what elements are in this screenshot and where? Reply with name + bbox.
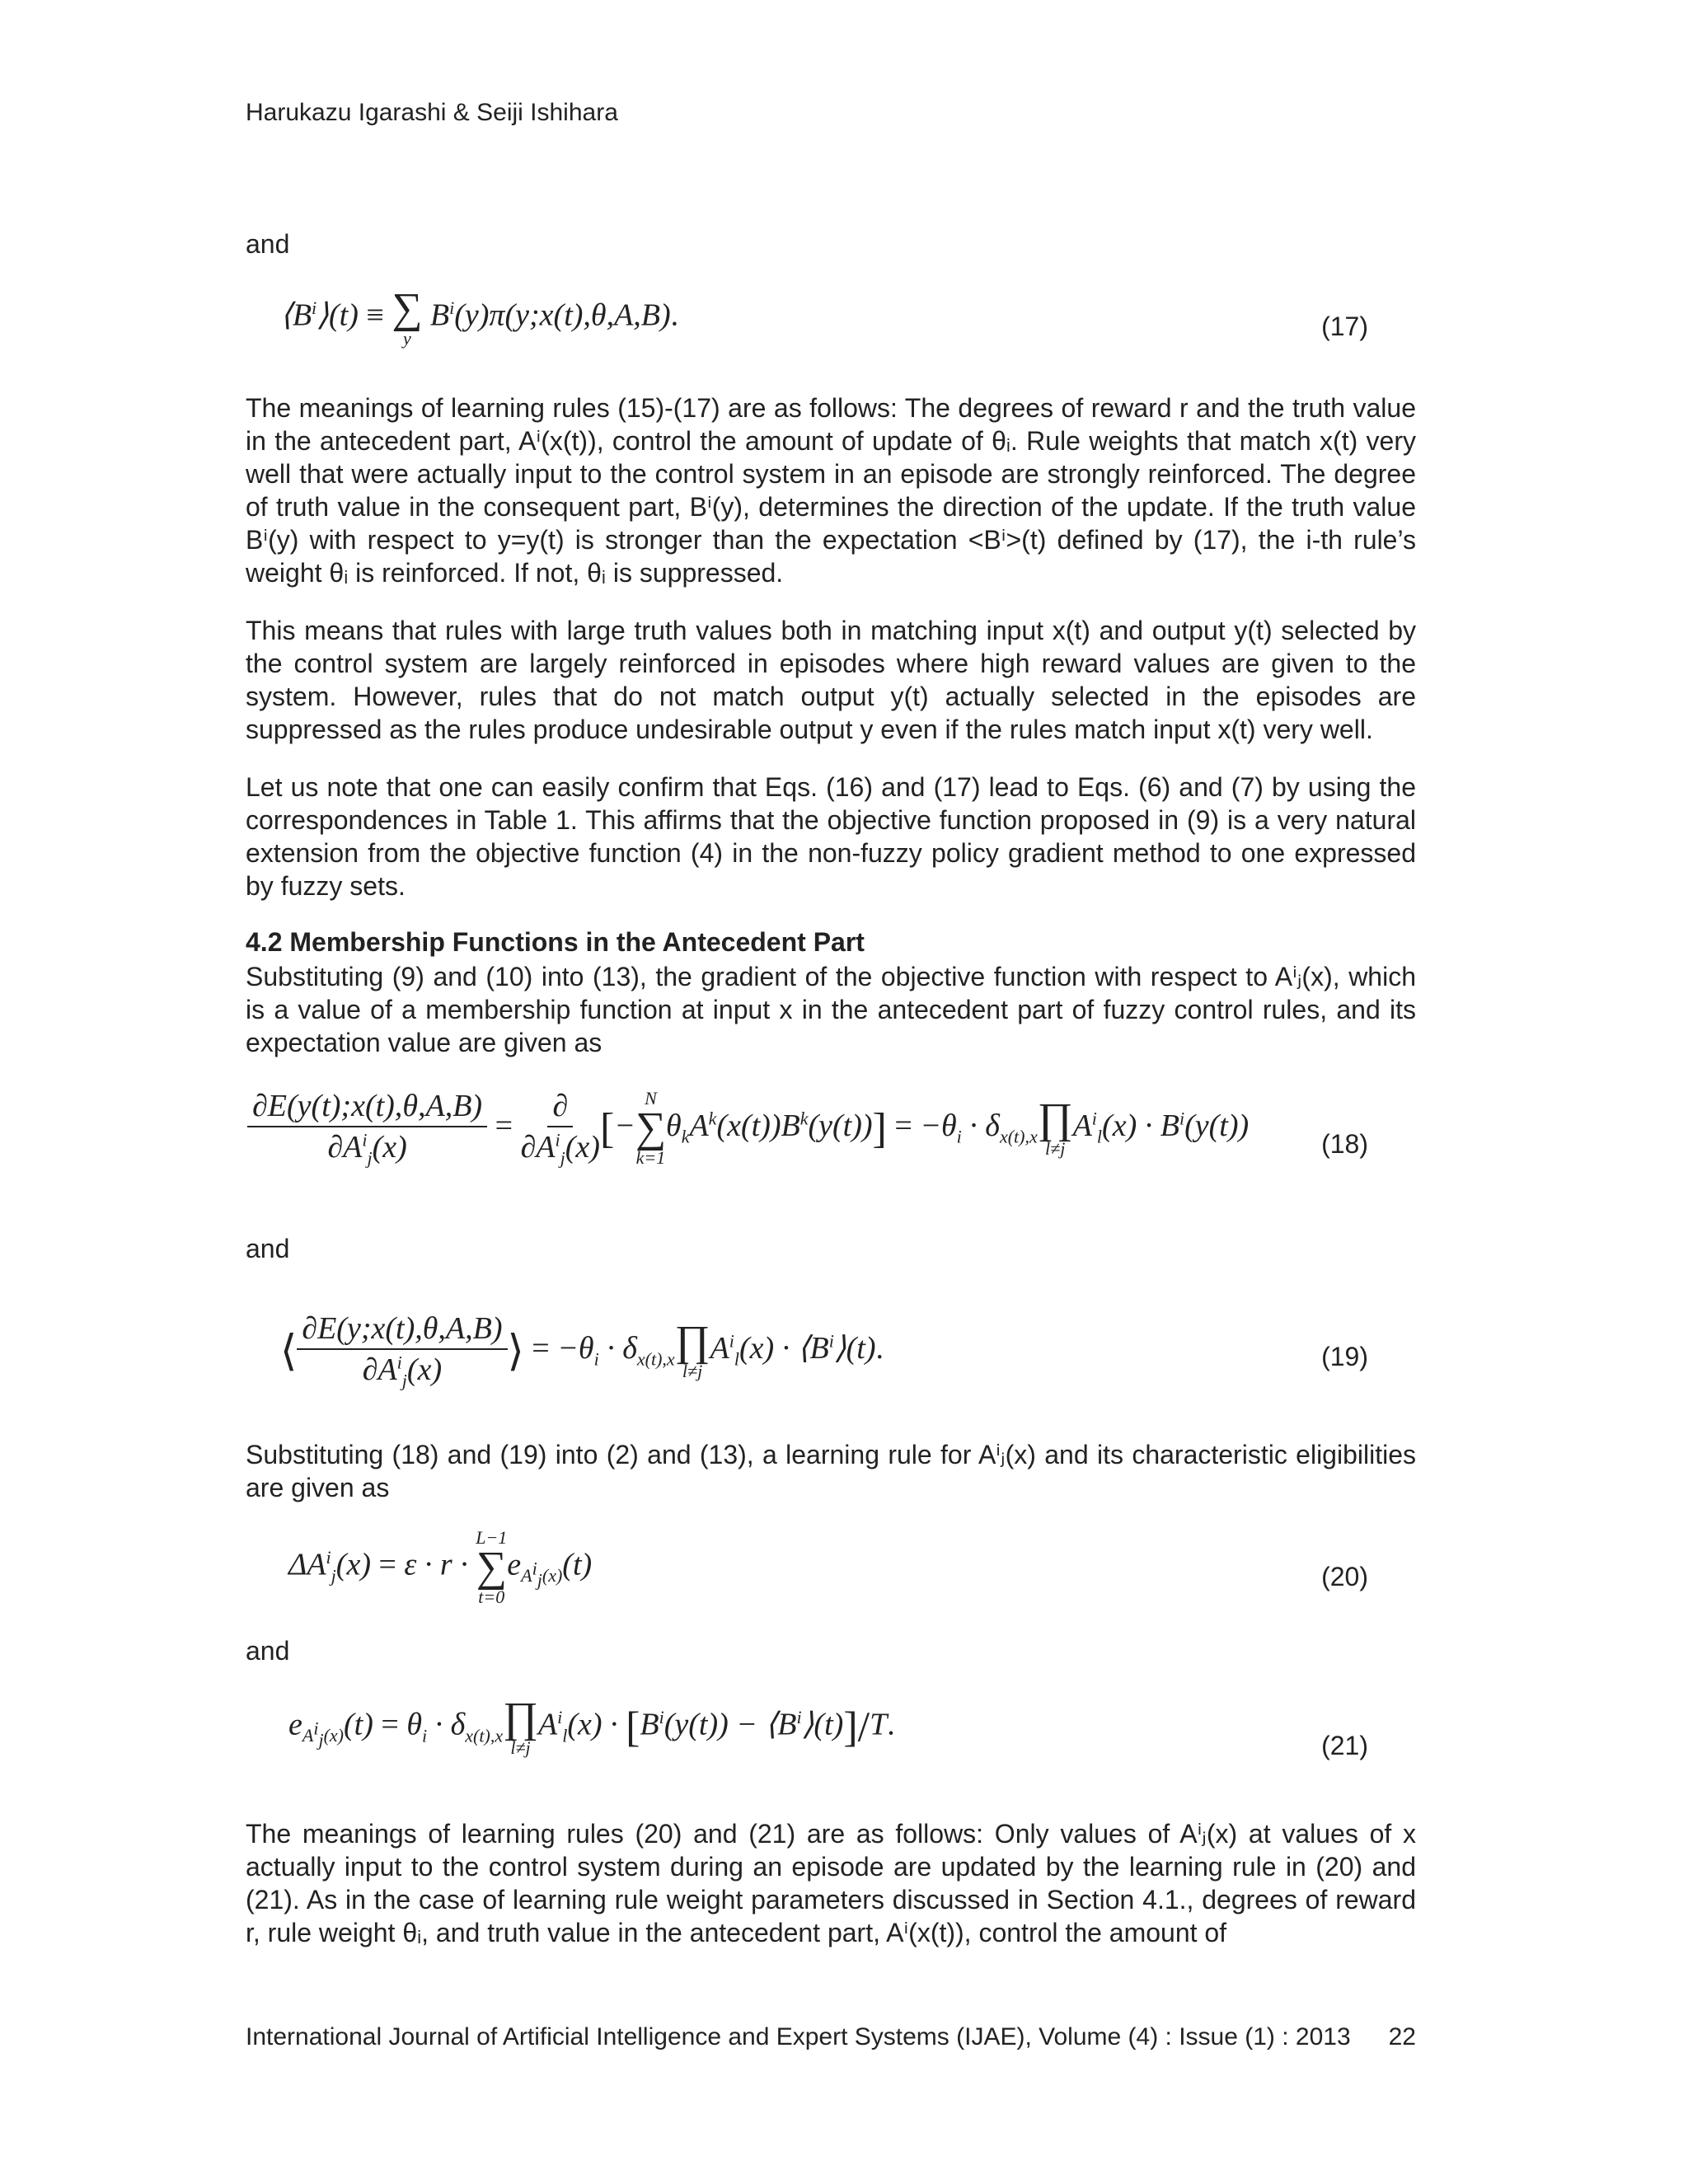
equation-17-body: $⟨B^i⟩(t)$ ≡ ∑ y $B^i(y)\pi(y;x(t),\theta,A,B)$. [280,285,679,349]
equation-20-body: $\Delta A^i_j(x) = \varepsilon \cdot r$ · L−1 ∑ t=0 $e_{A^i_j(x)}(t)$ [288,1527,593,1607]
equation-19 [247,1302,1418,1426]
equation-21 [247,1694,1418,1801]
footer-journal: International Journal of Artificial Intelligence and Expert Systems (IJAE), Volume (4) : Issue (1) : 2013 [246,2023,1351,2050]
text-and-1: and [246,229,290,259]
page-footer [246,2023,1416,2051]
equation-17 [247,280,1418,387]
equation-17-number: (17) [1321,312,1368,341]
equation-21-number: (21) [1321,1731,1368,1760]
paragraph-substituting-gradient: Substituting (9) and (10) into (13), the gradient of the objective function with respect to Aⁱⱼ(x), which is a value of a membership function at input x in the antecedent part of fuzzy control rules, and its expectation value are given as [246,962,1416,1057]
page-number: 22 [1388,2023,1416,2050]
paragraph-correspondences: Let us note that one can easily confirm that Eqs. (16) and (17) lead to Eqs. (6) and (7) by using the correspondences in Table 1. This affirms that the objective function proposed in (9) is a very natural extension from the objective function (4) in the non-fuzzy policy gradient method to one expressed by fuzzy sets. [246,772,1416,901]
running-header: Harukazu Igarashi & Seiji Ishihara [246,99,618,126]
equation-18 [247,1088,1418,1212]
equation-20-number: (20) [1321,1562,1368,1591]
section-heading-4-2: 4.2 Membership Functions in the Antecedent Part [246,927,865,957]
equation-19-body: ⟨ $\frac{\partial E(y;x(t),\theta,A,B)}{\partial A^i_j(x)}$ ⟩ = $-\theta_i \cdot \delta_{x(t),x}$ ∏ l≠j $A^i_l(x)$ · $⟨B^i⟩(t)$. [280,1311,884,1391]
equation-18-number: (18) [1321,1129,1368,1159]
text-and-3: and [246,1636,290,1666]
paragraph-learning-rule-for-A: Substituting (18) and (19) into (2) and (13), a learning rule for Aⁱⱼ(x) and its characteristic eligibilities are given as [246,1440,1416,1502]
paragraph-meanings-20-21: The meanings of learning rules (20) and (21) are as follows: Only values of Aⁱⱼ(x) at values of x actually input to the control system during an episode are updated by the learning rule in (20) and (21). As in the case of learning rule weight parameters discussed in Section 4.1., degrees of reward r, rule weight θᵢ, and truth value in the antecedent part, Aⁱ(x(t)), control the amount of [246,1819,1416,1947]
paragraph-learning-rules: The meanings of learning rules (15)-(17) are as follows: The degrees of reward r and the truth value in the antecedent part, Aⁱ(x(t)), control the amount of update of θᵢ. Rule weights that match x(t) very well that were actually input to the control system in an episode are strongly reinforced. The degree of truth value in the consequent part, Bⁱ(y), determines the direction of the update. If the truth value Bⁱ(y) with respect to y=y(t) is stronger than the expectation <Bⁱ>(t) defined by (17), the i-th rule’s weight θᵢ is reinforced. If not, θᵢ is suppressed. [246,393,1416,588]
equation-18-body: $\frac{\partial E(y(t);x(t),\theta,A,B)}{\partial A^i_j(x)}$ = $\frac{\partial}{\partial A^i_j(x)}$ [− N ∑ k=1 $\theta_kA^k(x(t))B^k(y(t))] = -\theta_i \cdot \delta_{x(t),x}$ ∏ l≠j $A^i_l(x) \cdot B^i(y(t))$ [247,1088,1249,1169]
equation-21-body: $e_{A^i_j(x)}(t) = \theta_i \cdot \delta_{x(t),x}$ ∏ l≠j $A^i_l(x) \cdot [B^i(y(t))$ − $⟨B^i⟩(t)]/T$. [288,1694,895,1758]
equation-19-number: (19) [1321,1342,1368,1371]
text-and-2: and [246,1234,290,1263]
equation-20 [247,1525,1418,1632]
paragraph-reinforced-rules: This means that rules with large truth values both in matching input x(t) and output y(t) selected by the control system are largely reinforced in episodes where high reward values are given to the system. However, rules that do not match output y(t) actually selected in the episodes are suppressed as the rules produce undesirable output y even if the rules match input x(t) very well. [246,616,1416,744]
